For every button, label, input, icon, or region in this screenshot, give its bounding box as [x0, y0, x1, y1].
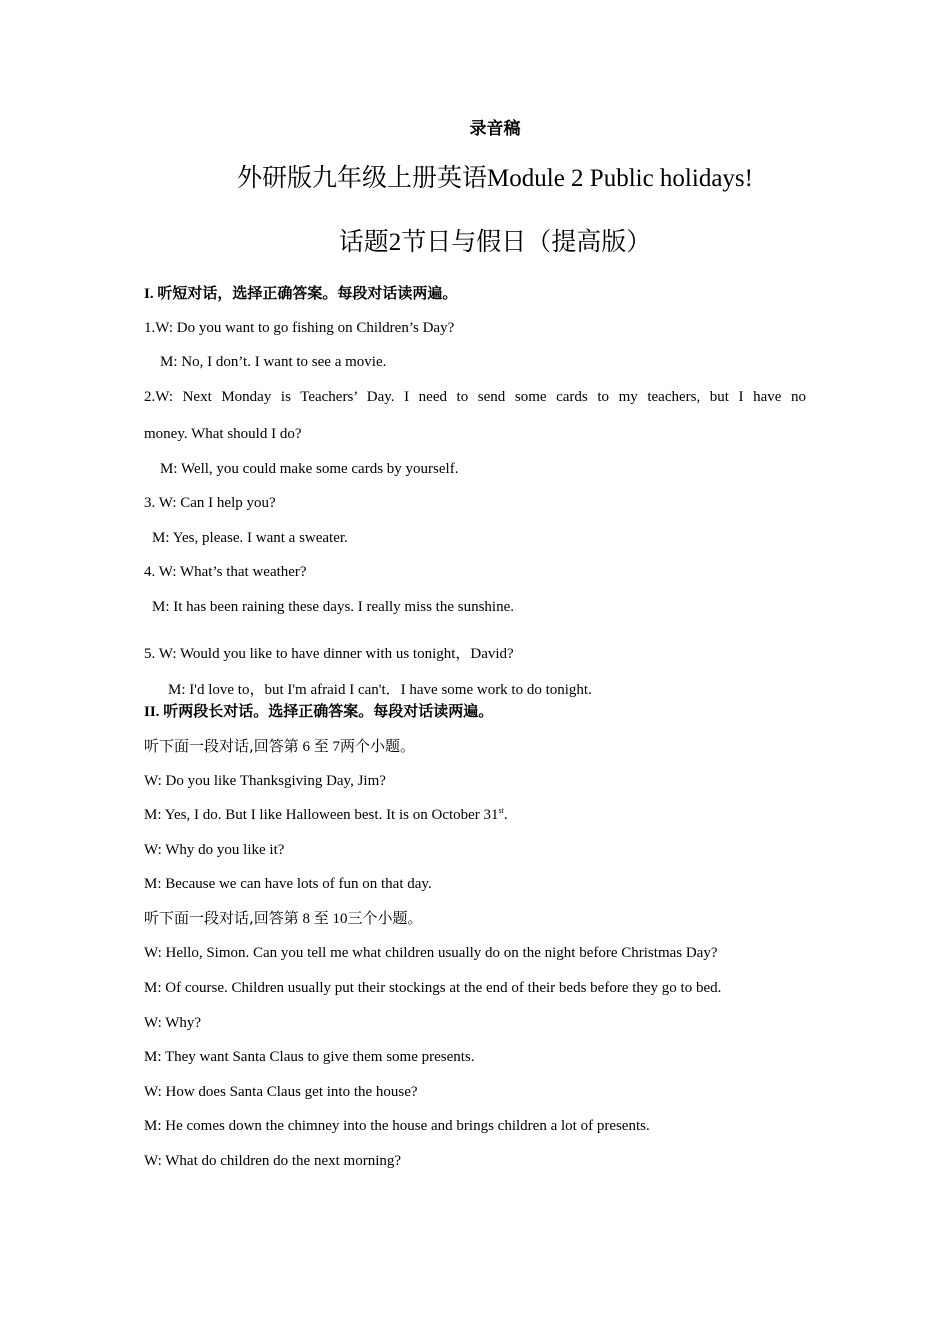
dialog-line: W: Why? — [144, 1015, 202, 1031]
dialog-line: M: Well, you could make some cards by yourself. — [160, 461, 459, 477]
dialog-line: 1.W: Do you want to go fishing on Children’s Day? — [144, 320, 455, 336]
section-number: II. — [144, 704, 160, 720]
dialog-line: money. What should I do? — [144, 426, 302, 442]
dialog-text: M: Yes, I do. But I like Halloween best. It is on October 31 — [144, 807, 499, 823]
dialog-line: M: He comes down the chimney into the house and brings children a lot of presents. — [144, 1118, 650, 1134]
intro-number: 7 — [332, 739, 341, 755]
dialog-line: W: Do you like Thanksgiving Day, Jim? — [144, 773, 386, 789]
dialog-line: W: Why do you like it? — [144, 842, 285, 858]
dialog-line: M: Because we can have lots of fun on that day. — [144, 876, 432, 892]
section-number: I. — [144, 286, 154, 302]
subtitle-text: 节日与假日（提高版） — [401, 227, 652, 256]
dialog-line: 5. W: Would you like to have dinner with us tonight，David? — [144, 646, 514, 662]
intro-text: 三个小题。 — [347, 909, 423, 927]
intro-text: 两个小题。 — [340, 737, 416, 755]
section-title: 听两段长对话。选择正确答案。每段对话读两遍。 — [163, 702, 494, 720]
ordinal-suffix: st — [498, 806, 504, 815]
dialog-line: M: They want Santa Claus to give them some presents. — [144, 1049, 475, 1065]
dialog-line: M: I'd love to，but I'm afraid I can't．I have some work to do tonight. — [168, 682, 592, 698]
dialog-intro-1 — [144, 736, 415, 757]
subtitle-topic: 话题 — [338, 227, 389, 256]
section-heading-1 — [144, 283, 457, 304]
dialog-text: . — [503, 807, 508, 823]
section-heading-2 — [144, 701, 493, 722]
section-title: 听短对话，选择正确答案。每段对话读两遍。 — [157, 284, 458, 302]
dialog-line: M: Of course. Children usually put their stockings at the end of their beds before they go to bed. — [144, 980, 722, 996]
dialog-line: W: Hello, Simon. Can you tell me what children usually do on the night before Christmas Day? — [144, 945, 718, 961]
dialog-line: W: How does Santa Claus get into the house? — [144, 1084, 418, 1100]
dialog-line: W: What do children do the next morning? — [144, 1153, 402, 1169]
intro-number: 8 — [302, 911, 311, 927]
transcript-label: 录音稿 — [469, 119, 521, 139]
intro-number: 10 — [332, 911, 348, 927]
dialog-line: M: No, I don’t. I want to see a movie. — [160, 354, 387, 370]
intro-text: 听下面一段对话,回答第 — [144, 737, 299, 755]
document-title — [0, 162, 950, 195]
intro-number: 6 — [302, 739, 311, 755]
dialog-line: 3. W: Can I help you? — [144, 495, 276, 511]
title-english: Module 2 Public holidays! — [487, 165, 753, 192]
dialog-line: 4. W: What’s that weather? — [144, 564, 307, 580]
intro-text: 至 — [313, 909, 329, 927]
dialog-line — [144, 805, 508, 825]
intro-text: 至 — [313, 737, 329, 755]
intro-text: 听下面一段对话,回答第 — [144, 909, 299, 927]
dialog-intro-2 — [144, 908, 423, 929]
subtitle-number: 2 — [388, 229, 402, 256]
document-subtitle — [0, 226, 950, 259]
dialog-line: M: Yes, please. I want a sweater. — [152, 530, 348, 546]
title-chinese: 外研版九年级上册英语 — [237, 163, 488, 192]
dialog-line: 2.W: Next Monday is Teachers’ Day. I need to send some cards to my teachers, but I have no — [144, 389, 806, 405]
dialog-line: M: It has been raining these days. I really miss the sunshine. — [152, 599, 515, 615]
